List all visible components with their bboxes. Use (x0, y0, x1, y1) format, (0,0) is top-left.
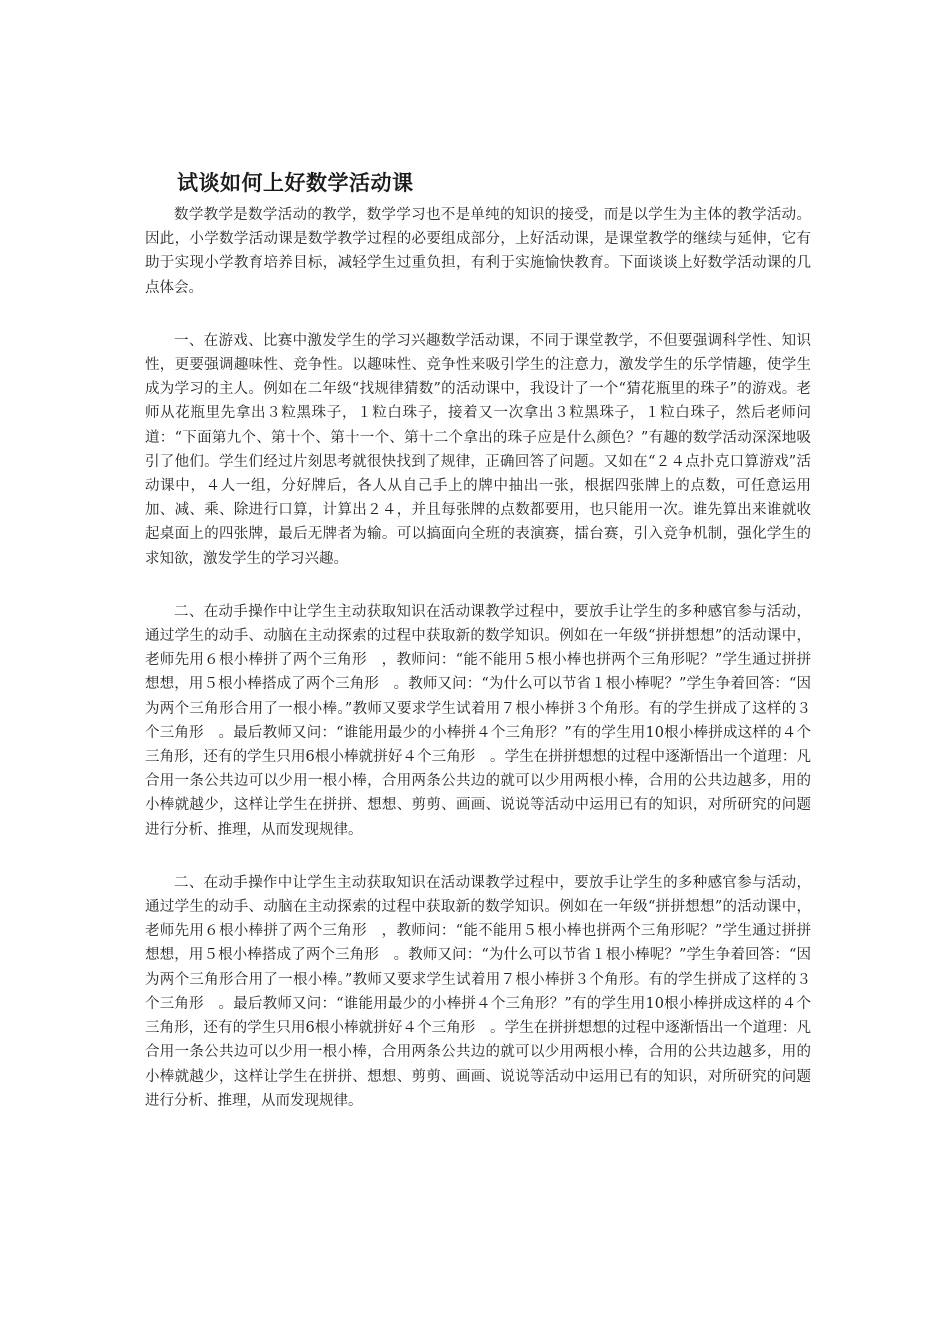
paragraph-section-2-repeat: 二、在动手操作中让学生主动获取知识在活动课教学过程中，要放手让学生的多种感官参与活动，通过学生的动手、动脑在主动探索的过程中获取新的数学知识。例如在一年级“拼拼想想”的活动课中，老师先用６根小棒拼了两个三角形 ，教师问：“能不能用５根小棒也拼两个三角形呢？”学生通过拼拼想想，用５根小棒搭成了两个三角形 。教师又问：“为什么可以节省１根小棒呢？”学生争着回答：“因为两个三角形合用了一根小棒。”教师又要求学生试着用７根小棒拼３个角形。有的学生拼成了这样的３个三角形 。最后教师又问：“谁能用最少的小棒拼４个三角形？”有的学生用10根小棒拼成这样的４个三角形，还有的学生只用6根小棒就拼好４个三角形 。学生在拼拼想想的过程中逐渐悟出一个道理：凡合用一条公共边可以少用一根小棒，合用两条公共边的就可以少用两根小棒，合用的公共边越多，用的小棒就越少，这样让学生在拼拼、想想、剪剪、画画、说说等活动中运用已有的知识，对所研究的问题进行分析、推理，从而发现规律。 (145, 874, 811, 1109)
paragraph-section-2: 二、在动手操作中让学生主动获取知识在活动课教学过程中，要放手让学生的多种感官参与活动，通过学生的动手、动脑在主动探索的过程中获取新的数学知识。例如在一年级“拼拼想想”的活动课中，老师先用６根小棒拼了两个三角形 ，教师问：“能不能用５根小棒也拼两个三角形呢？”学生通过拼拼想想，用５根小棒搭成了两个三角形 。教师又问：“为什么可以节省１根小棒呢？”学生争着回答：“因为两个三角形合用了一根小棒。”教师又要求学生试着用７根小棒拼３个角形。有的学生拼成了这样的３个三角形 。最后教师又问：“谁能用最少的小棒拼４个三角形？”有的学生用10根小棒拼成这样的４个三角形，还有的学生只用6根小棒就拼好４个三角形 。学生在拼拼想想的过程中逐渐悟出一个道理：凡合用一条公共边可以少用一根小棒，合用两条公共边的就可以少用两根小棒，合用的公共边越多，用的小棒就越少，这样让学生在拼拼、想想、剪剪、画画、说说等活动中运用已有的知识，对所研究的问题进行分析、推理，从而发现规律。 (145, 603, 811, 838)
document-title: 试谈如何上好数学活动课 (177, 171, 414, 195)
paragraph-intro: 数学教学是数学活动的教学，数学学习也不是单纯的知识的接受，而是以学生为主体的教学活动。因此，小学数学活动课是数学教学过程的必要组成部分，上好活动课，是课堂教学的继续与延伸，它有助于实现小学教育培养目标，减轻学生过重负担，有利于实施愉快教育。下面谈谈上好数学活动课的几点体会。 (145, 207, 811, 296)
paragraph-section-1: 一、在游戏、比赛中激发学生的学习兴趣数学活动课，不同于课堂教学，不但要强调科学性、知识性，更要强调趣味性、竞争性。以趣味性、竞争性来吸引学生的注意力，激发学生的乐学情趣，使学生成为学习的主人。例如在二年级“找规律猜数”的活动课中，我设计了一个“猜花瓶里的珠子”的游戏。老师从花瓶里先拿出３粒黑珠子，１粒白珠子，接着又一次拿出３粒黑珠子，１粒白珠子，然后老师问道：“下面第九个、第十个、第十一个、第十二个拿出的珠子应是什么颜色？”有趣的数学活动深深地吸引了他们。学生们经过片刻思考就很快找到了规律，正确回答了问题。又如在“２４点扑克口算游戏”活动课中，４人一组，分好牌后，各人从自己手上的牌中抽出一张，根据四张牌上的点数，可任意运用加、减、乘、除进行口算，计算出２４，并且每张牌的点数都要用，也只能用一次。谁先算出来谁就收起桌面上的四张牌，最后无牌者为输。可以搞面向全班的表演赛，擂台赛，引入竞争机制，强化学生的求知欲，激发学生的学习兴趣。 (145, 332, 811, 567)
document-body (145, 203, 811, 1142)
